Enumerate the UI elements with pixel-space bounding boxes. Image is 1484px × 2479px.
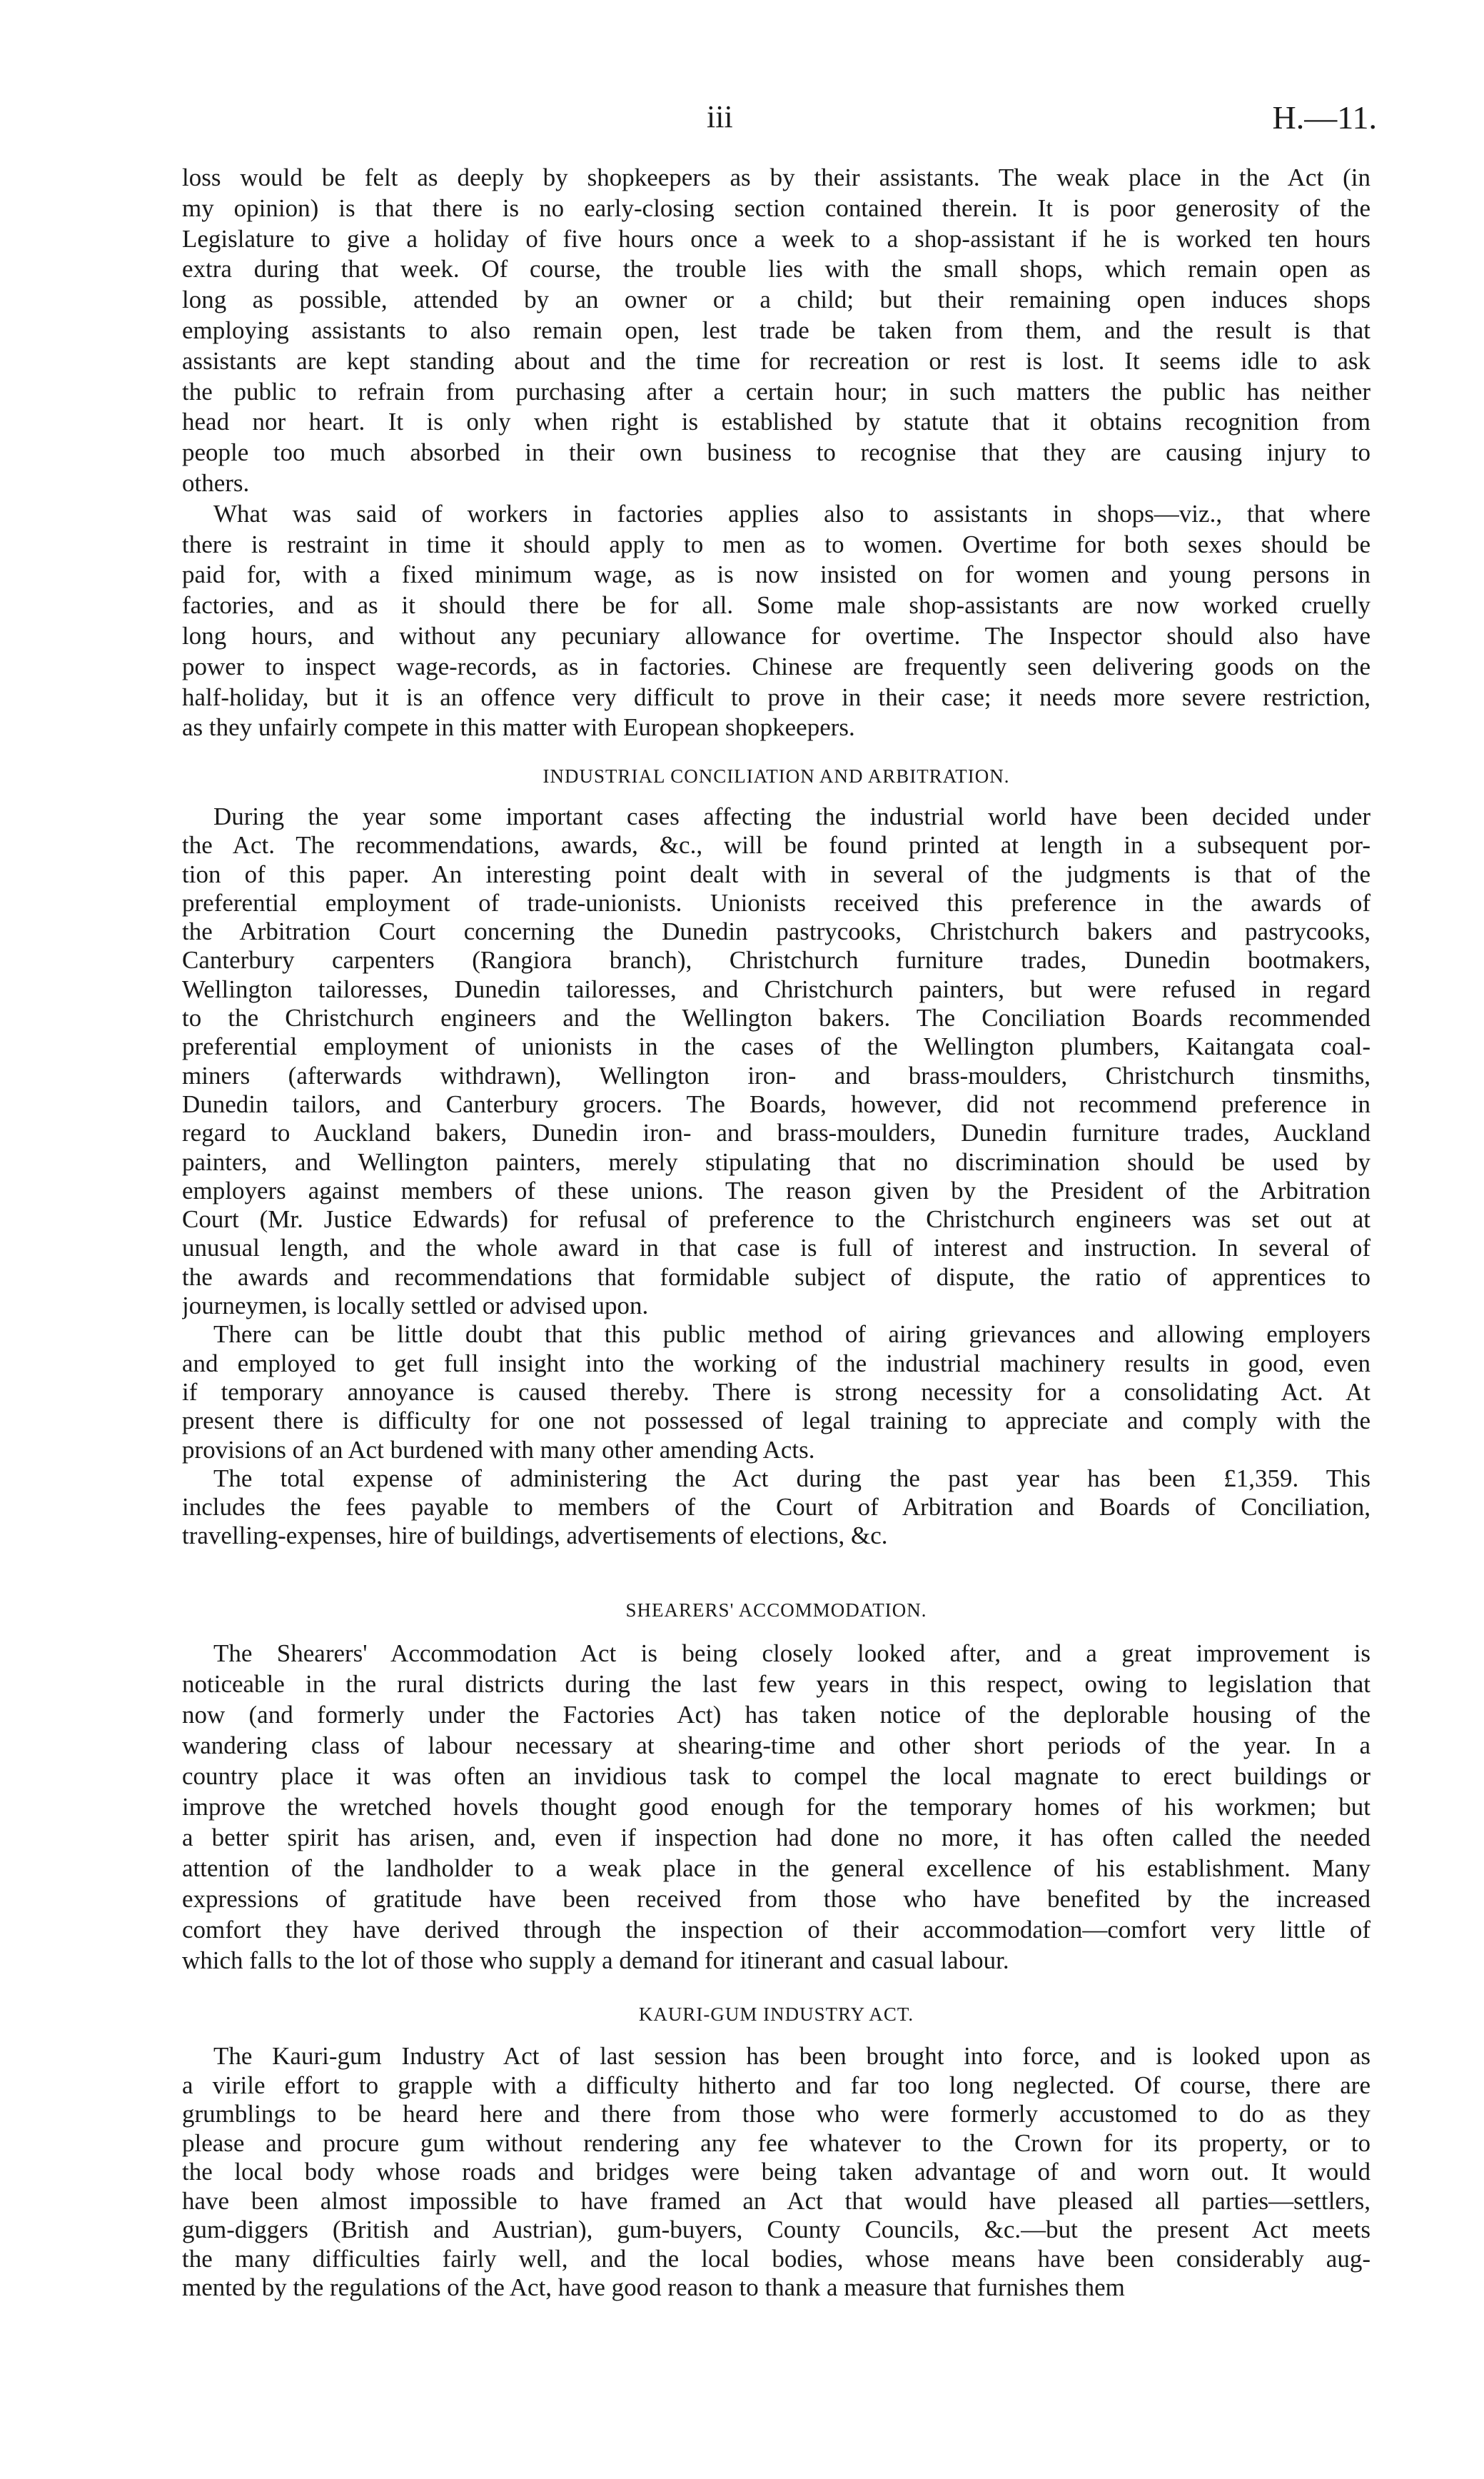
text-line: please and procure gum without rendering any fee whatever to the Crown for its property, or to xyxy=(182,2128,1371,2157)
section-heading: SHEARERS' ACCOMMODATION. xyxy=(625,1599,927,1621)
text-line: comfort they have derived through the inspection of their accommodation—comfort very little of xyxy=(182,1916,1371,1944)
text-line: the Act. The recommendations, awards, &c., will be found printed at length in a subsequent por- xyxy=(182,831,1371,860)
paragraph xyxy=(182,803,1371,1320)
text-line: long as possible, attended by an owner or a child; but their remaining open induces shops xyxy=(182,286,1371,314)
text-line: assistants are kept standing about and the time for recreation or rest is lost. It seems idle to ask xyxy=(182,346,1371,375)
section-kauri-gum xyxy=(182,1998,1371,2303)
text-line: provisions of an Act burdened with many other amending Acts. xyxy=(182,1435,815,1464)
text-line: to the Christchurch engineers and the Wellington bakers. The Conciliation Boards recommended xyxy=(182,1004,1371,1032)
text-line: painters, and Wellington painters, merely stipulating that no discrimination should be used by xyxy=(182,1147,1371,1176)
text-line: long hours, and without any pecuniary allowance for overtime. The Inspector should also have xyxy=(182,621,1371,650)
text-line: grumblings to be heard here and there from those who were formerly accustomed to do as they xyxy=(182,2100,1371,2128)
document-reference: H.—11. xyxy=(1272,99,1377,136)
text-line: During the year some important cases affecting the industrial world have been decided under xyxy=(213,803,1371,830)
text-line: Dunedin tailors, and Canterbury grocers. The Boards, however, did not recommend preference in xyxy=(182,1090,1371,1118)
text-line: miners (afterwards withdrawn), Wellington iron- and brass-moulders, Christchurch tinsmiths, xyxy=(182,1061,1371,1090)
text-line: and employed to get full insight into the working of the industrial machinery results in good, even xyxy=(182,1349,1371,1377)
text-line: my opinion) is that there is no early-closing section contained therein. It is poor generosity of the xyxy=(182,193,1371,222)
text-line: present there is difficulty for one not possessed of legal training to appreciate and comply with the xyxy=(182,1407,1371,1435)
paragraph xyxy=(182,1320,1371,1464)
paragraph xyxy=(182,2042,1371,2303)
text-line: travelling-expenses, hire of buildings, advertisements of elections, &c. xyxy=(182,1522,888,1550)
text-line: includes the fees payable to members of the Court of Arbitration and Boards of Conciliation, xyxy=(182,1493,1371,1522)
text-line: a virile effort to grapple with a difficulty hitherto and far too long neglected. Of course, there are xyxy=(182,2071,1371,2099)
text-line: attention of the landholder to a weak place in the general excellence of his establishment. Many xyxy=(182,1854,1371,1882)
text-line: the awards and recommendations that formidable subject of dispute, the ratio of apprentices to xyxy=(182,1262,1371,1291)
text-line: mented by the regulations of the Act, have good reason to thank a measure that furnishes them xyxy=(182,2273,1125,2301)
text-line: unusual length, and the whole award in that case is full of interest and instruction. In several of xyxy=(182,1234,1371,1262)
text-line: expressions of gratitude have been received from those who have benefited by the increased xyxy=(182,1885,1371,1913)
section-shop-assistants xyxy=(182,163,1371,743)
paragraph xyxy=(182,1464,1371,1551)
text-line: now (and formerly under the Factories Act) has taken notice of the deplorable housing of the xyxy=(182,1701,1371,1729)
text-line: Legislature to give a holiday of five hours once a week to a shop-assistant if he is worked ten hours xyxy=(182,224,1371,253)
text-line: people too much absorbed in their own business to recognise that they are causing injury to xyxy=(182,438,1371,467)
section-shearers-accommodation xyxy=(182,1594,1371,1976)
text-line: improve the wretched hovels thought good enough for the temporary homes of his workmen; but xyxy=(182,1793,1371,1821)
text-line: extra during that week. Of course, the trouble lies with the small shops, which remain open as xyxy=(182,255,1371,283)
text-line: The Kauri-gum Industry Act of last session has been brought into force, and is looked upon as xyxy=(213,2042,1371,2070)
text-line: if temporary annoyance is caused thereby. There is strong necessity for a consolidating Act. At xyxy=(182,1377,1371,1406)
text-line: country place it was often an invidious task to compel the local magnate to erect buildings or xyxy=(182,1762,1371,1790)
section-heading: INDUSTRIAL CONCILIATION AND ARBITRATION. xyxy=(542,765,1010,787)
text-line: regard to Auckland bakers, Dunedin iron- and brass-moulders, Dunedin furniture trades, Auckland xyxy=(182,1119,1371,1147)
text-line: as they unfairly compete in this matter with European shopkeepers. xyxy=(182,713,855,742)
text-line: Wellington tailoresses, Dunedin tailoresses, and Christchurch painters, but were refused in regard xyxy=(182,975,1371,1003)
text-line: employers against members of these unions. The reason given by the President of the Arbitration xyxy=(182,1176,1371,1205)
text-line: preferential employment of trade-unionists. Unionists received this preference in the awards of xyxy=(182,888,1371,917)
section-industrial-conciliation xyxy=(182,760,1371,1551)
text-line: factories, and as it should there be for all. Some male shop-assistants are now worked cruelly xyxy=(182,591,1371,620)
text-line: power to inspect wage-records, as in factories. Chinese are frequently seen delivering goods on the xyxy=(182,652,1371,680)
text-line: The total expense of administering the Act during the past year has been £1,359. This xyxy=(213,1464,1371,1492)
text-line: loss would be felt as deeply by shopkeepers as by their assistants. The weak place in the Act (in xyxy=(182,164,1371,191)
text-line: the Arbitration Court concerning the Dunedin pastrycooks, Christchurch bakers and pastrycooks, xyxy=(182,917,1371,946)
paragraph xyxy=(182,163,1371,499)
text-line: a better spirit has arisen, and, even if inspection had done no more, it has often called the needed xyxy=(182,1824,1371,1851)
text-line: journeymen, is locally settled or advised upon. xyxy=(182,1292,649,1320)
text-line: which falls to the lot of those who supply a demand for itinerant and casual labour. xyxy=(182,1946,1009,1974)
paragraph xyxy=(182,1638,1371,1976)
text-line: head nor heart. It is only when right is established by statute that it obtains recognition from xyxy=(182,408,1371,436)
text-line: What was said of workers in factories applies also to assistants in shops—viz., that where xyxy=(213,499,1371,528)
text-line: paid for, with a fixed minimum wage, as is now insisted on for women and young persons in xyxy=(182,560,1371,589)
text-line: the local body whose roads and bridges were being taken advantage of and worn out. It would xyxy=(182,2158,1371,2186)
text-line: employing assistants to also remain open, lest trade be taken from them, and the result is that xyxy=(182,316,1371,344)
text-line: Court (Mr. Justice Edwards) for refusal of preference to the Christchurch engineers was set out at xyxy=(182,1205,1371,1234)
text-line: wandering class of labour necessary at shearing-time and other short periods of the year. In a xyxy=(182,1731,1371,1759)
paragraph xyxy=(182,499,1371,743)
text-line: There can be little doubt that this public method of airing grievances and allowing employers xyxy=(213,1320,1371,1349)
text-line: noticeable in the rural districts during the last few years in this respect, owing to legislation that xyxy=(182,1670,1371,1698)
text-line: preferential employment of unionists in the cases of the Wellington plumbers, Kaitangata coal- xyxy=(182,1032,1371,1061)
text-line: have been almost impossible to have framed an Act that would have pleased all parties—settlers, xyxy=(182,2186,1371,2215)
text-line: there is restraint in time it should apply to men as to women. Overtime for both sexes should be xyxy=(182,530,1371,558)
text-line: tion of this paper. An interesting point dealt with in several of the judgments is that of the xyxy=(182,860,1371,888)
section-heading: KAURI-GUM INDUSTRY ACT. xyxy=(638,2003,914,2025)
text-line: Canterbury carpenters (Rangiora branch), Christchurch furniture trades, Dunedin bootmakers, xyxy=(182,946,1371,975)
text-line: others. xyxy=(182,468,250,497)
text-line: gum-diggers (British and Austrian), gum-buyers, County Councils, &c.—but the present Act meets xyxy=(182,2216,1371,2243)
text-line: half-holiday, but it is an offence very difficult to prove in their case; it needs more severe restriction, xyxy=(182,683,1371,711)
text-line: the many difficulties fairly well, and the local bodies, whose means have been considerably aug- xyxy=(182,2244,1371,2273)
page-number: iii xyxy=(707,99,733,134)
text-line: The Shearers' Accommodation Act is being closely looked after, and a great improvement is xyxy=(213,1639,1371,1667)
text-line: the public to refrain from purchasing after a certain hour; in such matters the public has neither xyxy=(182,377,1371,406)
